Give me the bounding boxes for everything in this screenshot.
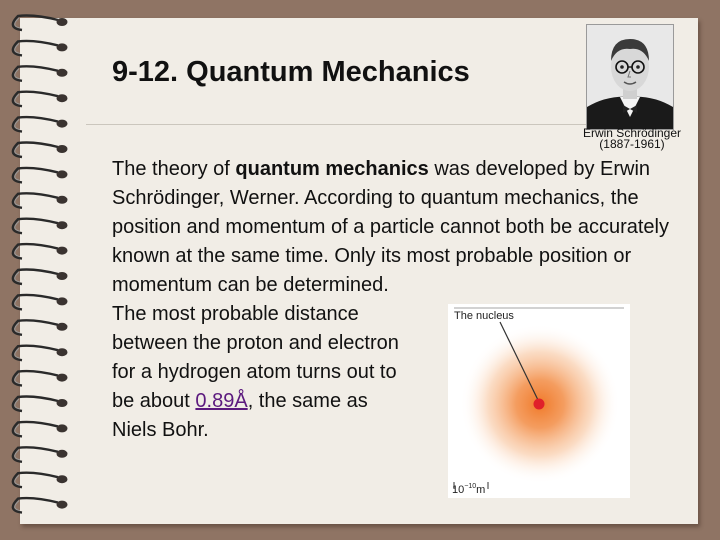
title-divider [86, 124, 586, 125]
binding-ring [13, 397, 68, 412]
p2-end: , the same as Niels Bohr. [112, 390, 368, 441]
distance-link[interactable]: 0.89Å [195, 390, 248, 412]
binding-ring [13, 244, 68, 259]
scale-label: $10^{-10}m$ [452, 483, 486, 496]
binding-ring [13, 16, 68, 31]
binding-ring [13, 41, 68, 56]
nucleus-label: The nucleus [454, 310, 514, 322]
binding-ring [13, 473, 68, 488]
binding-ring [13, 66, 68, 81]
caption-years: (1887-1961) [599, 137, 665, 151]
binding-ring [13, 498, 68, 512]
binding-ring [13, 447, 68, 462]
binding-ring [13, 193, 68, 208]
spiral-binding [0, 0, 80, 540]
paragraph-hydrogen-distance [112, 300, 412, 445]
binding-ring [13, 422, 68, 437]
p1-start: The theory of [112, 158, 236, 180]
binding-ring [13, 219, 68, 234]
portrait-caption [572, 128, 692, 150]
binding-ring [13, 270, 68, 285]
binding-ring [13, 117, 68, 132]
portrait-image [586, 24, 674, 130]
hydrogen-atom-figure [448, 304, 630, 498]
binding-ring [13, 143, 68, 158]
p1-rest: was developed by Erwin Schrödinger, Werner. According to quantum mechanics, the position and momentum of a particle cannot both be accurately known at the same time. Only its most probable position or momentum can be determined. [112, 158, 669, 296]
nucleus-dot [534, 399, 545, 410]
binding-ring [13, 320, 68, 335]
term-quantum-mechanics: quantum mechanics [235, 158, 429, 180]
binding-ring [13, 346, 68, 361]
binding-ring [13, 168, 68, 183]
binding-ring [13, 295, 68, 310]
slide-title: 9-12. Quantum Mechanics [112, 56, 470, 88]
binding-ring [13, 92, 68, 107]
p2-start: The most probable distance between the proton and electron for a hydrogen atom turns out to be about [112, 303, 399, 412]
caption-name: Erwin Schrödinger [582, 126, 682, 140]
binding-ring [13, 371, 68, 386]
paragraph-quantum-theory [112, 155, 692, 300]
erwin-schrodinger-portrait-icon [587, 25, 673, 129]
